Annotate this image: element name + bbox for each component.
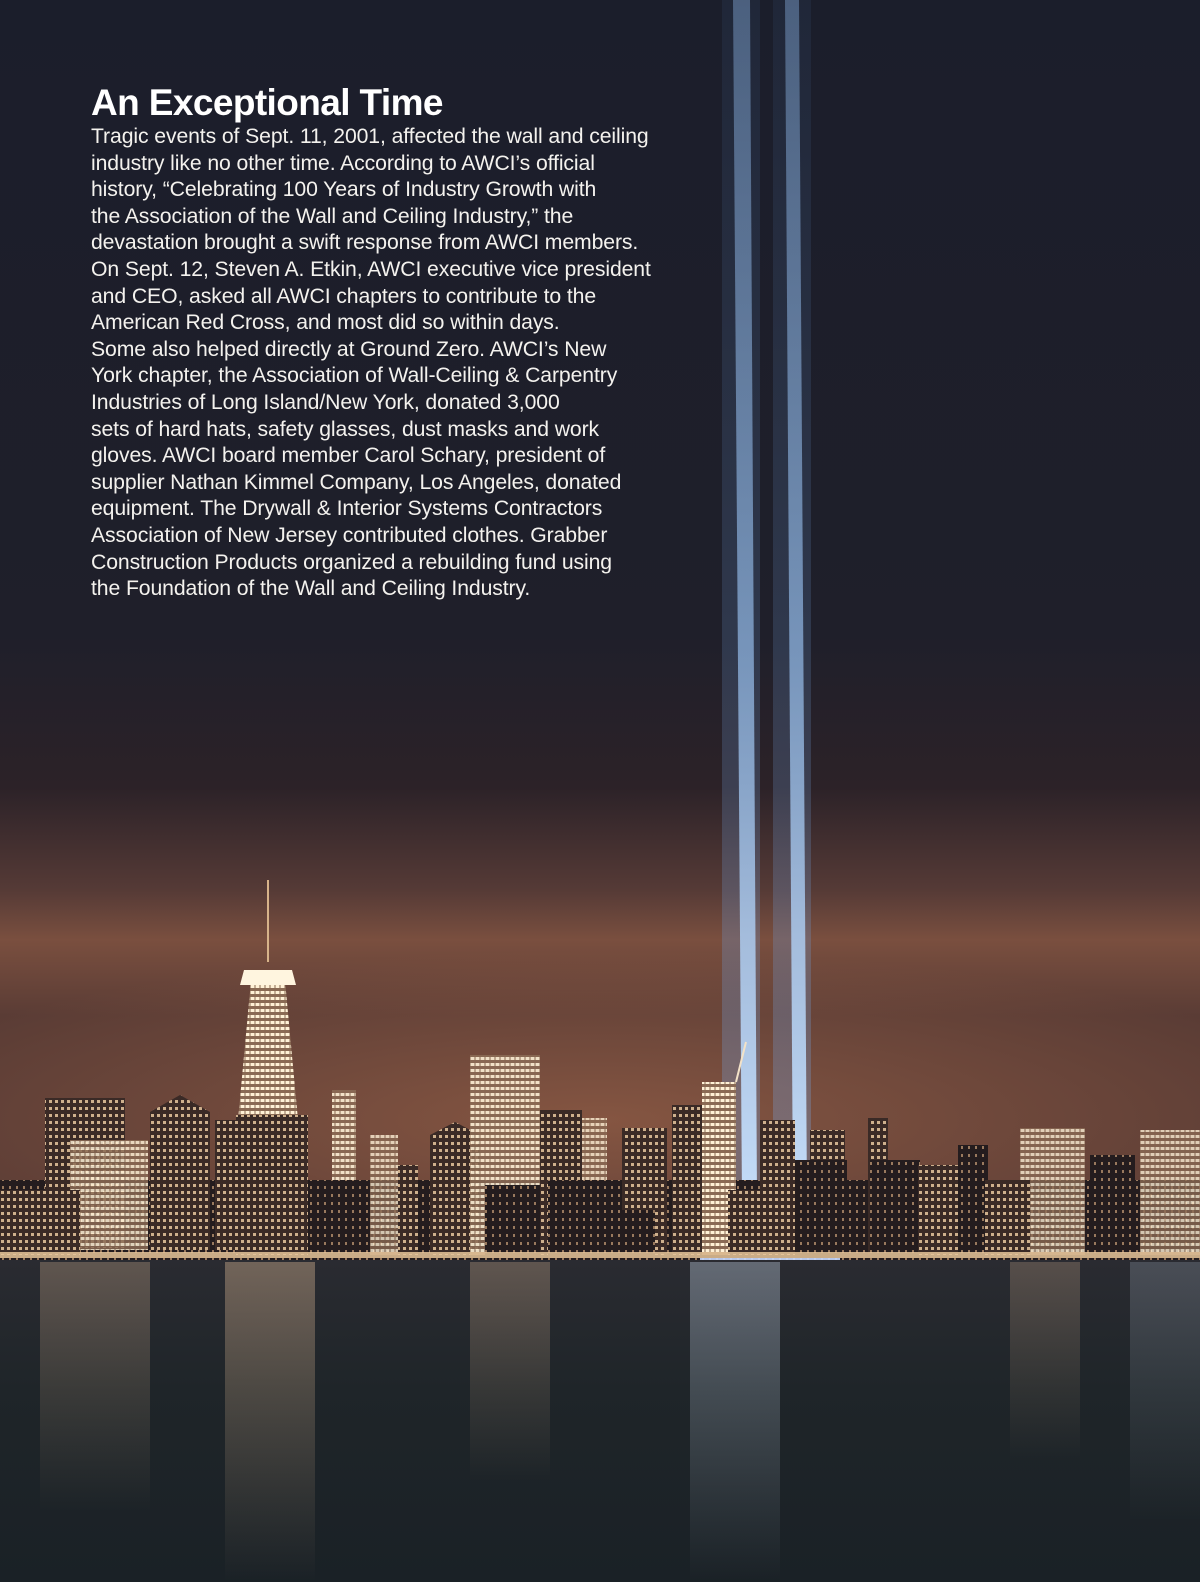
body-line: gloves. AWCI board member Carol Schary, president of	[91, 444, 606, 468]
article	[91, 82, 691, 603]
body-line: the Association of the Wall and Ceiling Industry,” the	[91, 204, 574, 228]
body-line: York chapter, the Association of Wall-Ceiling & Carpentry	[91, 364, 618, 388]
article-title: An Exceptional Time	[91, 82, 443, 123]
body-line: industry like no other time. According to AWCI’s official	[91, 151, 595, 175]
body-line: Association of New Jersey contributed clothes. Grabber	[91, 523, 608, 547]
body-line: and CEO, asked all AWCI chapters to contribute to the	[91, 284, 597, 308]
body-line: equipment. The Drywall & Interior Systems Contractors	[91, 497, 603, 521]
body-line: American Red Cross, and most did so within days.	[91, 311, 560, 335]
body-line: On Sept. 12, Steven A. Etkin, AWCI executive vice president	[91, 257, 651, 281]
article-body	[91, 124, 691, 603]
body-line: supplier Nathan Kimmel Company, Los Angeles, donated	[91, 470, 622, 494]
body-line: Construction Products organized a rebuilding fund using	[91, 550, 612, 574]
body-line: Industries of Long Island/New York, donated 3,000	[91, 390, 560, 414]
body-line: sets of hard hats, safety glasses, dust masks and work	[91, 417, 600, 441]
body-line: devastation brought a swift response from AWCI members.	[91, 231, 639, 255]
body-line: Tragic events of Sept. 11, 2001, affected the wall and ceiling	[91, 125, 649, 148]
body-line: history, “Celebrating 100 Years of Industry Growth with	[91, 178, 597, 202]
body-line: Some also helped directly at Ground Zero. AWCI’s New	[91, 337, 607, 361]
body-line: the Foundation of the Wall and Ceiling Industry.	[91, 577, 531, 601]
